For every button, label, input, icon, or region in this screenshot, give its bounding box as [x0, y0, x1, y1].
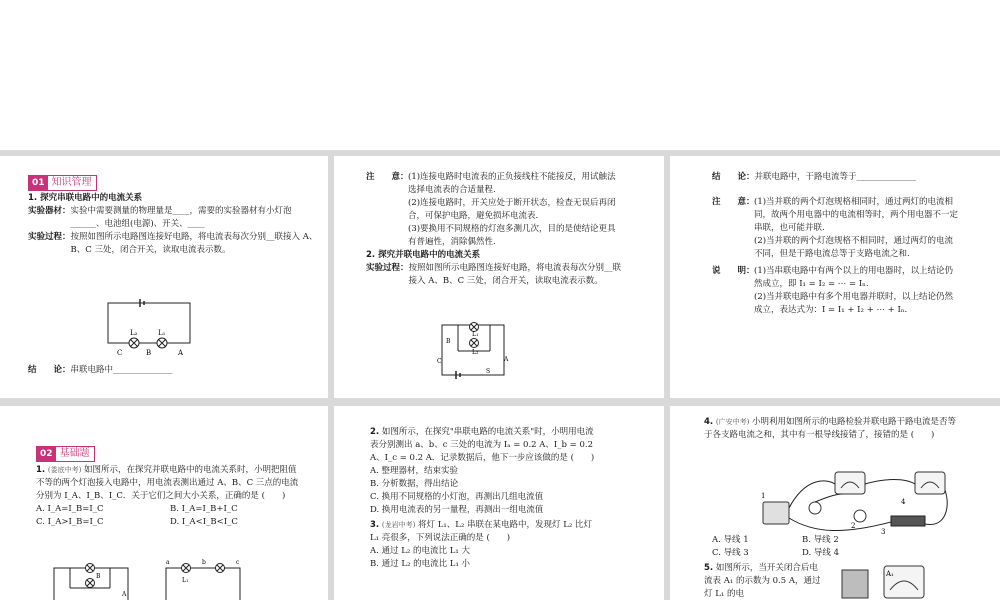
conclusion-text: 并联电路中，干路电流等于______________ [754, 172, 917, 182]
question-4 [704, 416, 964, 442]
label-l1: L₁ [158, 329, 166, 337]
equipment-label: 实验器材： [28, 206, 71, 216]
note-item: (3)要换用不同规格的灯泡多测几次，目的是使结论更具有普遍性，消除偶然性. [408, 224, 616, 247]
options-row [712, 534, 892, 547]
option-b[interactable]: B. 分析数据，得出结论 [370, 479, 459, 489]
conclusion-row [28, 364, 318, 377]
question-number: 4. [704, 417, 714, 427]
label-a: A [504, 356, 509, 363]
label-a: A [178, 349, 184, 357]
question-text: 如图所示，在探究"串联电路的电流关系"时，小明用电流表分别测出 a、b、c 三处的电流为 Iₐ = 0.2 A、I_b = 0.2 A、I_c = 0.2 A．记录数据后，他下一步应该做的是 [370, 427, 594, 463]
question-2 [370, 426, 602, 465]
panel-conclusions [670, 156, 1000, 398]
wire-label-1: 1 [761, 492, 766, 500]
badge-title: 基础题 [59, 448, 90, 459]
question-number: 5. [704, 563, 714, 573]
option-d[interactable]: D. 导线 4 [802, 548, 840, 558]
badge-title: 知识管理 [51, 177, 92, 188]
question1-circuit-right [160, 554, 250, 600]
question-number: 2. [370, 427, 380, 437]
procedure-label: 实验过程： [366, 263, 409, 273]
label-c: C [437, 358, 442, 365]
question-text: 将灯 L₁、L₂ 串联在某电路中，发现灯 L₂ 比灯 L₁ 亮很多，下列说法正确的是 [370, 520, 592, 543]
label-a1: A₁ [886, 570, 894, 578]
equipment-row [28, 205, 318, 231]
answer-blank[interactable]: ( ) [910, 430, 935, 440]
note-item: (2)当并联的两个灯泡规格不相同时，通过两灯的电流不同，但是干路电流总等于支路电流之和. [754, 236, 954, 259]
question-source: (龙岩中考) [381, 521, 416, 529]
panel-notes [334, 156, 664, 398]
notes-block [366, 171, 624, 249]
label-l1: L₁ [472, 331, 479, 338]
label-c-lower: c [236, 559, 240, 566]
panel-questions-2-3 [334, 406, 664, 600]
label-b: B [446, 338, 451, 345]
question-text: 如图所示，在探究并联电路中的电流关系时，小明把阻值不等的两个灯泡接入电路中，用电流表测出通过 A、B、C 三点的电流分别为 I_A、I_B、I_C．关于它们之间大小关系，正确的是 [36, 465, 299, 501]
question-1 [36, 464, 304, 503]
badge-number: 01 [29, 176, 48, 190]
procedure-row [28, 231, 318, 257]
wire-label-2: 2 [851, 522, 856, 530]
panel-questions-4-5 [670, 406, 1000, 600]
option-b[interactable]: B. 通过 L₂ 的电流比 L₁ 小 [370, 559, 471, 569]
notes-label: 注 意： [366, 172, 409, 182]
question-source: (广安中考) [715, 418, 750, 426]
procedure-row [366, 262, 624, 288]
option-a[interactable]: A. 整理器材，结束实验 [370, 466, 459, 476]
wire-label-3: 3 [881, 528, 886, 536]
procedure-text: 按照如图所示电路图连接好电路，将电流表每次分别__联接入 A、B、C 三处，闭合开关，读取电流表示数。 [70, 232, 318, 255]
question-5 [704, 562, 822, 600]
option-b[interactable]: B. I_A=I_B+I_C [170, 504, 238, 514]
series-circuit-diagram [100, 293, 210, 363]
option-b[interactable]: B. 导线 2 [802, 535, 839, 545]
divider-band-middle [0, 398, 1000, 406]
conclusion-label: 结 论： [712, 172, 755, 182]
notes-label: 注 意： [712, 197, 755, 207]
option-c[interactable]: C. 换用不同规格的小灯泡，再测出几组电流值 [370, 492, 544, 502]
note-item: (1)当并联的两个灯泡规格相同时，通过两灯的电流相同，故两个用电器中的电流相等时，两个用电器不一定串联，也可能并联. [754, 197, 959, 233]
parallel-circuit-diagram [434, 321, 514, 383]
options-row [36, 503, 304, 516]
label-l2: L₂ [130, 329, 138, 337]
answer-blank[interactable]: ( ) [261, 491, 286, 501]
question-3 [370, 519, 602, 545]
label-l2: L₂ [472, 349, 479, 356]
option-c[interactable]: C. I_A>I_B=I_C [36, 517, 104, 527]
label-b-lower: b [202, 559, 206, 566]
panel-basic-questions [0, 406, 328, 600]
section-badge [36, 446, 95, 462]
options-row [712, 547, 892, 560]
question4-wiring-diagram [755, 468, 955, 536]
option-c[interactable]: C. 导线 3 [712, 548, 749, 558]
label-b: B [146, 349, 152, 357]
heading-parallel-current: 2. 探究并联电路中的电流关系 [366, 250, 481, 260]
question-text: 如图所示，当开关闭合后电流表 A₁ 的示数为 0.5 A，通过灯 L₁ 的电 [704, 563, 821, 599]
question1-circuit-left [50, 554, 140, 600]
option-a[interactable]: A. 导线 1 [712, 535, 749, 545]
panel-knowledge [0, 156, 328, 398]
explain-block [712, 265, 960, 317]
answer-blank[interactable]: ( ) [486, 533, 511, 543]
option-d[interactable]: D. 换用电流表的另一量程，再测出一组电流值 [370, 505, 544, 515]
section-badge [28, 175, 97, 191]
procedure-text: 按照如图所示电路图连接好电路，将电流表每次分别__联接入 A、B、C 三处，闭合开关，读取电流表示数。 [408, 263, 622, 286]
notes-block [712, 196, 960, 261]
label-c: C [117, 349, 123, 357]
label-b: B [96, 573, 101, 580]
note-item: (1)连接电路时电流表的正负接线柱不能接反，用试触法选择电流表的合适量程. [408, 172, 616, 195]
conclusion-text: 串联电路中______________ [70, 365, 173, 375]
procedure-label: 实验过程： [28, 232, 71, 242]
option-a[interactable]: A. I_A=I_B=I_C [36, 504, 104, 514]
question-number: 3. [370, 520, 380, 530]
explain-label: 说 明： [712, 266, 755, 276]
explain-item: (2)当并联电路中有多个用电器并联时，以上结论仍然成立，表达式为：I = I₁ + I₂ + ⋯ + Iₙ. [754, 292, 954, 315]
label-l1: L₁ [182, 577, 189, 584]
equipment-text: 实验中需要测量的物理量是____，需要的实验器材有小灯泡 ______、电池组(电源)、开关、____ [70, 206, 292, 229]
question-text: 小明利用如图所示的电路检验并联电路干路电流是否等于各支路电流之和，其中有一根导线接错了，接错的是 [704, 417, 957, 440]
question-source: (娄底中考) [47, 466, 82, 474]
question-number: 1. [36, 465, 46, 475]
label-a-lower: a [166, 559, 170, 566]
answer-blank[interactable]: ( ) [570, 453, 595, 463]
option-d[interactable]: D. I_A<I_B<I_C [170, 517, 238, 527]
conclusion-label: 结 论： [28, 365, 71, 375]
note-item: (2)连接电路时，开关应处于断开状态，检查无误后再闭合，可保护电路，避免损坏电流表. [408, 198, 616, 221]
explain-item: (1)当串联电路中有两个以上的用电器时，以上结论仍然成立，即 I₁ = I₂ = ⋯ = Iₙ. [754, 266, 954, 289]
options-row [36, 516, 304, 529]
conclusion-row [712, 171, 960, 184]
question5-apparatus [838, 562, 938, 600]
wire-label-4: 4 [901, 498, 906, 506]
label-a: A [122, 591, 127, 598]
heading-series-current: 1. 探究串联电路中的电流关系 [28, 193, 143, 203]
label-s: S [486, 368, 491, 375]
badge-number: 02 [37, 447, 56, 461]
option-a[interactable]: A. 通过 L₂ 的电流比 L₁ 大 [370, 546, 470, 556]
